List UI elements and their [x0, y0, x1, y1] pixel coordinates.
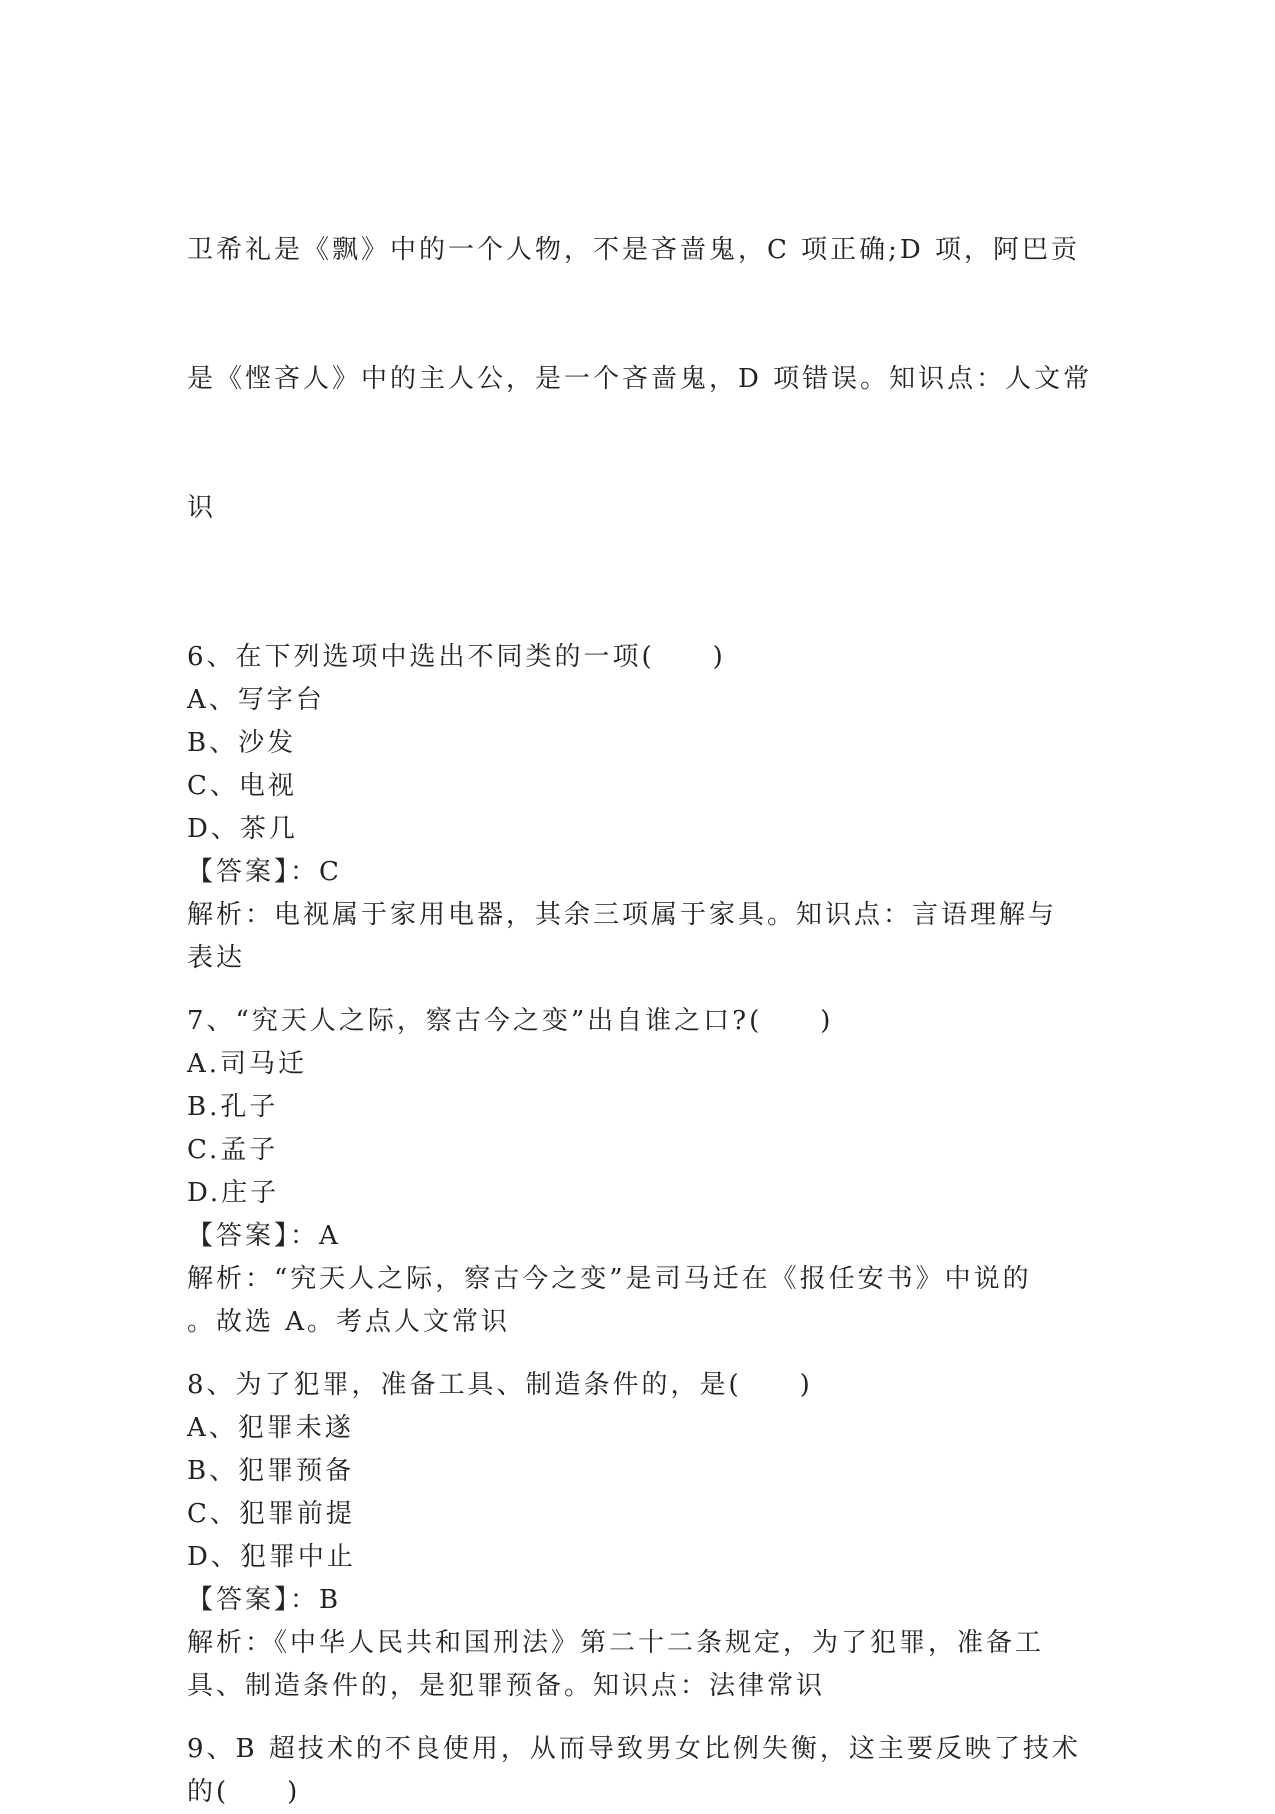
analysis-line: 解析：《中华人民共和国刑法》第二十二条规定，为了犯罪，准备工	[187, 1628, 1045, 1658]
answer-line: 【答案】：A	[187, 1221, 341, 1251]
option-d: D.庄子	[187, 1178, 280, 1208]
option-c: C.孟子	[187, 1135, 279, 1165]
option-b: B、犯罪预备	[187, 1456, 355, 1486]
question-stem: 9、B 超技术的不良使用，从而导致男女比例失衡，这主要反映了技术	[187, 1734, 1081, 1764]
option-c: C、电视	[187, 771, 297, 801]
question-stem: 7、“究天人之际，察古今之变”出自谁之口?( )	[187, 1006, 834, 1036]
analysis-line: 具、制造条件的，是犯罪预备。知识点：法律常识	[187, 1671, 826, 1701]
option-a: A、写字台	[187, 685, 325, 715]
option-b: B.孔子	[187, 1092, 279, 1122]
question-6	[187, 636, 1087, 980]
analysis-line: 解析：电视属于家用电器，其余三项属于家具。知识点：言语理解与	[187, 900, 1058, 930]
question-stem: 的( )	[187, 1777, 301, 1807]
question-8	[187, 1364, 1087, 1708]
question-7	[187, 1000, 1087, 1344]
option-b: B、沙发	[187, 728, 297, 758]
analysis-line: 解析：“究天人之际，察古今之变”是司马迁在《报任安书》中说的	[187, 1264, 1032, 1294]
option-c: C、犯罪前提	[187, 1499, 355, 1529]
answer-line: 【答案】：C	[187, 857, 342, 887]
question-stem: 8、为了犯罪，准备工具、制造条件的，是( )	[187, 1370, 813, 1400]
option-d: D、茶几	[187, 814, 298, 844]
answer-line: 【答案】：B	[187, 1585, 342, 1615]
option-a: A、犯罪未遂	[187, 1413, 354, 1443]
analysis-line: 表达	[187, 943, 246, 973]
option-a: A.司马迁	[187, 1049, 308, 1079]
question-stem: 6、在下列选项中选出不同类的一项( )	[187, 642, 726, 672]
text-line: 卫希礼是《飘》中的一个人物，不是吝啬鬼，C 项正确;D 项，阿巴贡	[187, 235, 1081, 265]
option-d: D、犯罪中止	[187, 1542, 356, 1572]
analysis-line: 。故选 A。考点人文常识	[187, 1307, 511, 1337]
document-page	[187, 143, 1093, 1814]
intro-paragraph	[187, 143, 1093, 616]
question-9	[187, 1728, 1087, 1814]
text-line: 识	[187, 493, 217, 523]
text-line: 是《悭吝人》中的主人公，是一个吝啬鬼，D 项错误。知识点：人文常	[187, 364, 1093, 394]
